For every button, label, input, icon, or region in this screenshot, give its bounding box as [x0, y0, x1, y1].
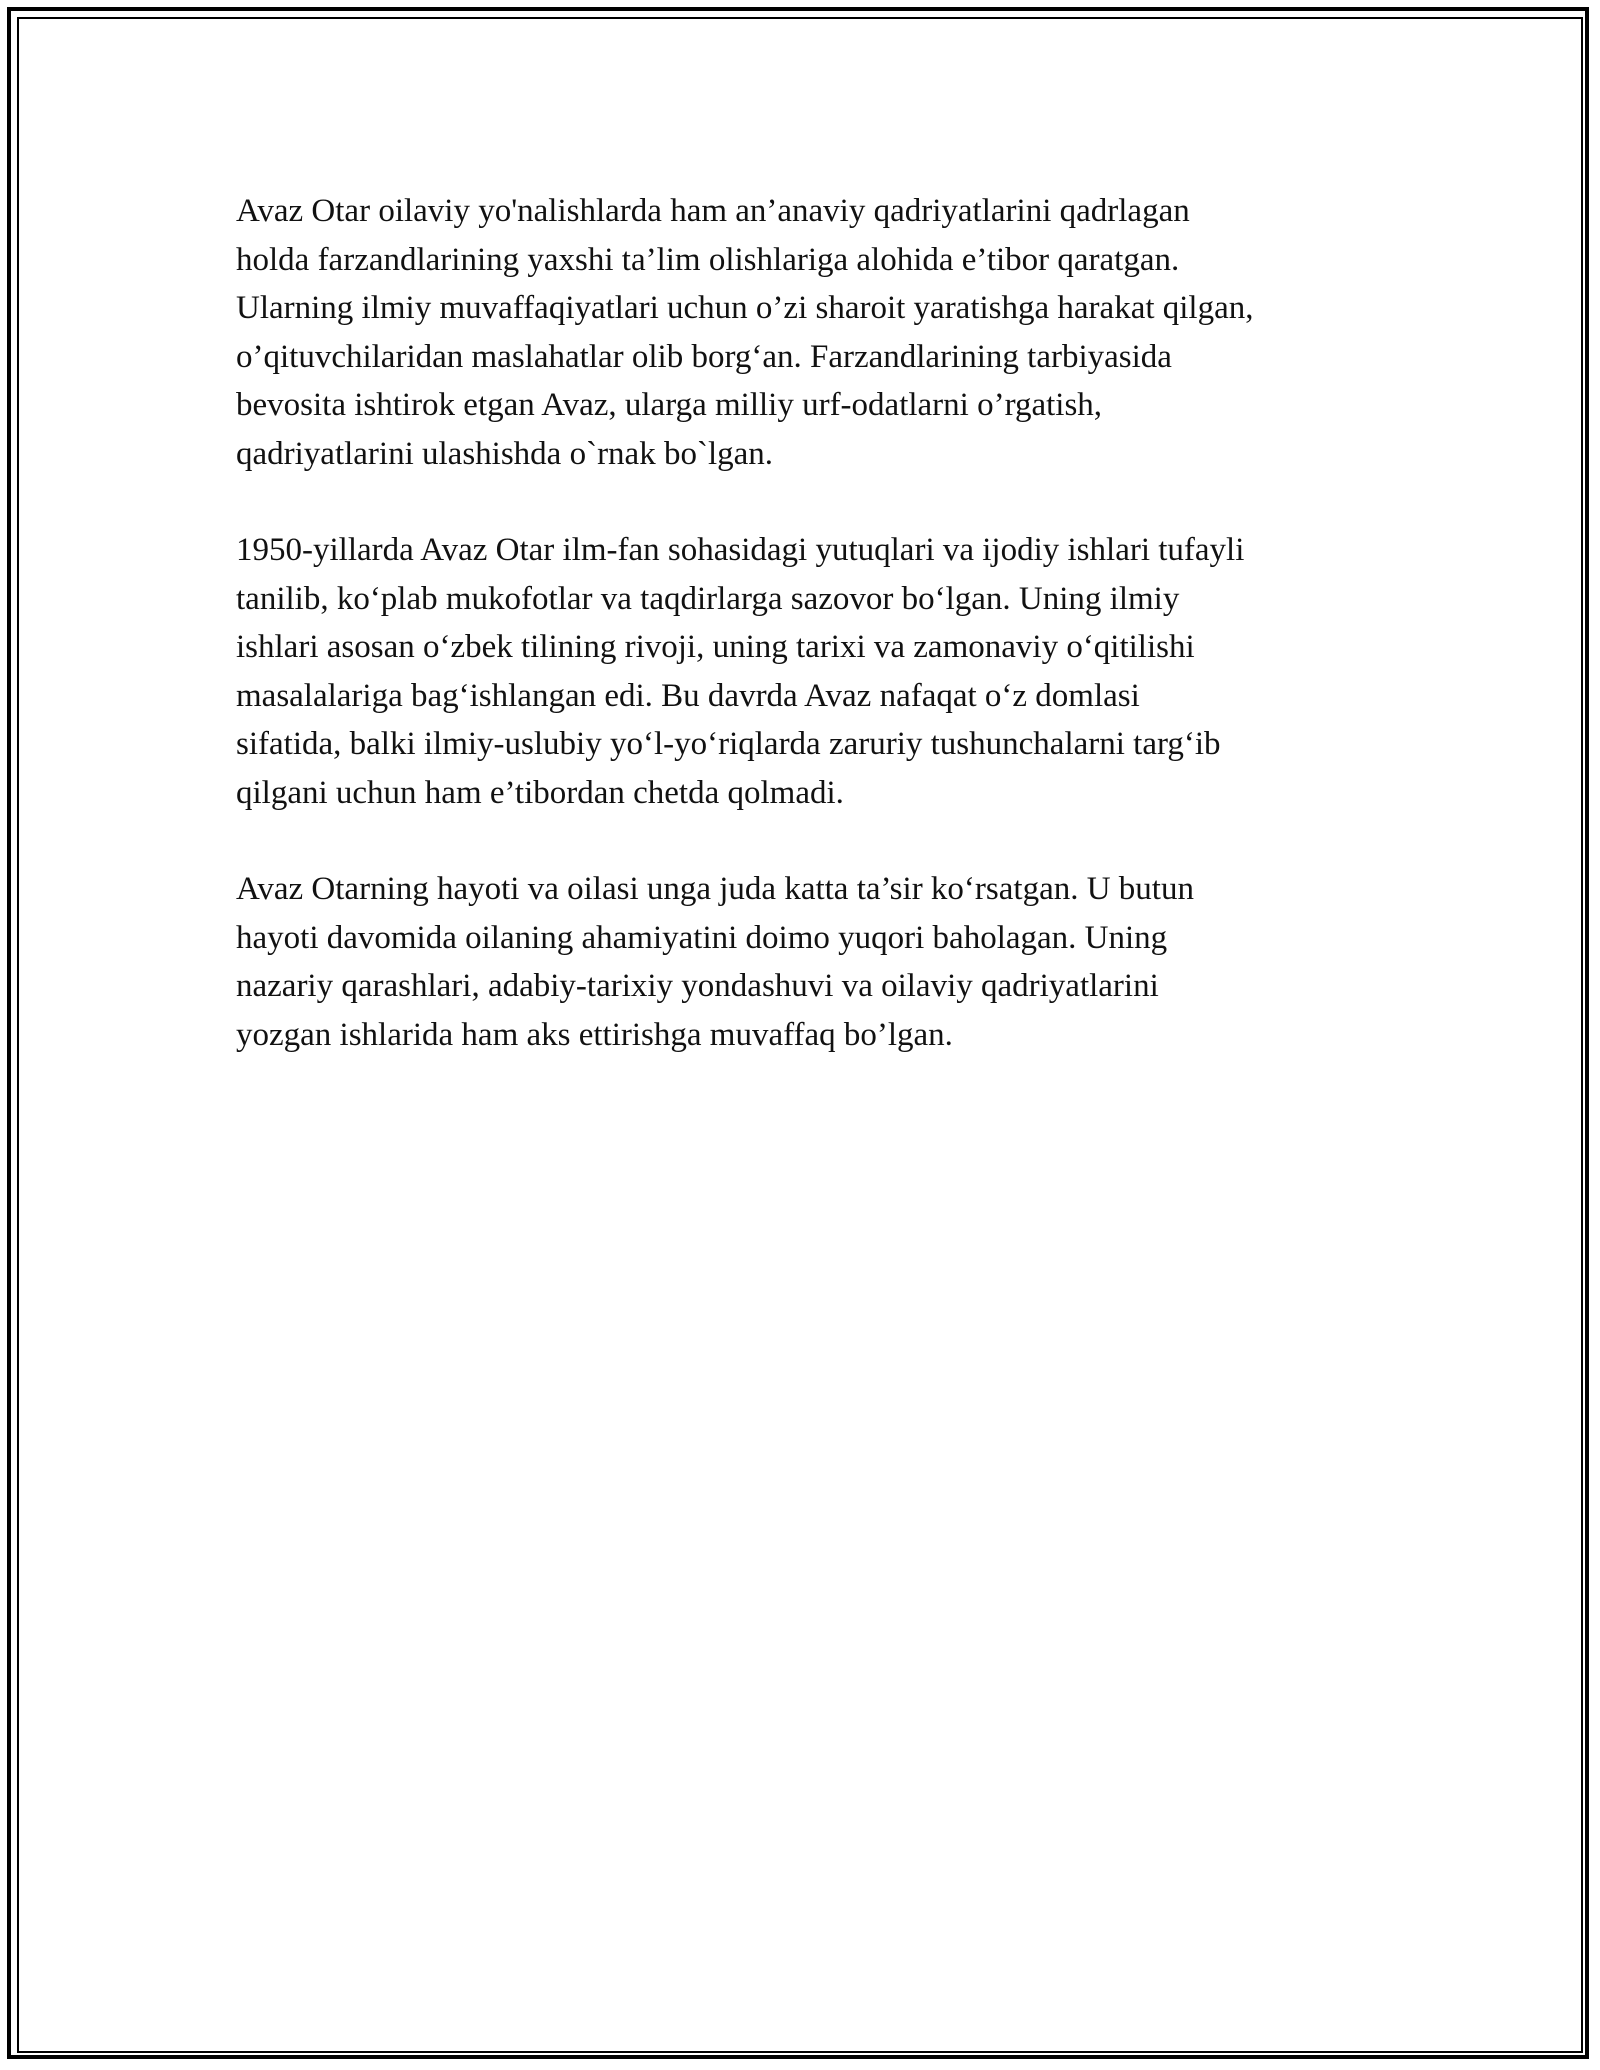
- document-body: [236, 187, 1371, 1107]
- paragraph-family-values: Avaz Otar oilaviy yo'nalishlarda ham an’anaviy qadriyatlarini qadrlagan holda farzandlarining yaxshi ta’lim olishlariga alohida e’tibor qaratgan. Ularning ilmiy muvaffaqiyatlari uchun o’zi sharoit yaratishga harakat qilgan, o’qituvchilaridan maslahatlar olib borg‘an. Farzandlarining tarbiyasida bevosita ishtirok etgan Avaz, ularga milliy urf-odatlarni o’rgatish, qadriyatlarini ulashishda o`rnak bo`lgan.: [236, 193, 1254, 472]
- paragraph-life-and-family: Avaz Otarning hayoti va oilasi unga juda katta ta’sir ko‘rsatgan. U butun hayoti davomida oilaning ahamiyatini doimo yuqori baholagan. Uning nazariy qarashlari, adabiy-tarixiy yondashuvi va oilaviy qadriyatlarini yozgan ishlarida ham aks ettirishga muvaffaq bo’lgan.: [236, 871, 1194, 1053]
- paragraph-scientific-work: 1950-yillarda Avaz Otar ilm-fan sohasidagi yutuqlari va ijodiy ishlari tufayli tanilib, ko‘plab mukofotlar va taqdirlarga sazovor bo‘lgan. Uning ilmiy ishlari asosan o‘zbek tilining rivoji, uning tarixi va zamonaviy o‘qitilishi masalalariga bag‘ishlangan edi. Bu davrda Avaz nafaqat o‘z domlasi sifatida, balki ilmiy-uslubiy yo‘l-yo‘riqlarda zaruriy tushunchalarni targ‘ib qilgani uchun ham e’tibordan chetda qolmadi.: [236, 532, 1245, 811]
